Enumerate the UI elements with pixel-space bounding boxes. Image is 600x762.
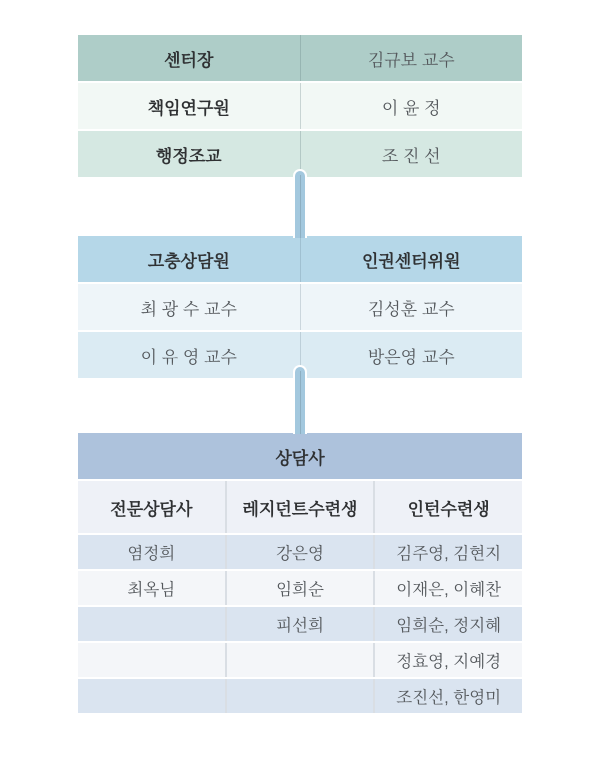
table-row xyxy=(78,83,522,129)
person-name: 피선희 xyxy=(225,607,374,641)
person-name: 임희순, 정지혜 xyxy=(373,607,522,641)
person-name xyxy=(78,607,225,641)
column-header: 고충상담원 xyxy=(147,251,230,271)
role-label: 행정조교 xyxy=(155,146,222,166)
person-name xyxy=(78,643,225,677)
person-name: 조진선, 한영미 xyxy=(373,679,522,713)
column-header: 레지던트수련생 xyxy=(225,481,374,533)
table-row xyxy=(78,284,522,330)
person-name xyxy=(225,679,374,713)
table-title: 상담사 xyxy=(275,448,325,468)
person-name: 이 유 영 교수 xyxy=(140,347,237,367)
table-row xyxy=(78,679,522,713)
person-name: 조 진 선 xyxy=(300,131,523,177)
role-label: 책임연구원 xyxy=(147,98,230,118)
leadership-table xyxy=(78,35,522,177)
column-header: 전문상담사 xyxy=(110,499,193,519)
committee-table xyxy=(78,236,522,378)
table-row xyxy=(78,35,522,81)
person-name: 방은영 교수 xyxy=(300,332,523,378)
person-name: 임희순 xyxy=(225,571,374,605)
table-row xyxy=(78,535,522,569)
table-subheader-row xyxy=(78,481,522,533)
person-name: 정효영, 지예경 xyxy=(373,643,522,677)
person-name: 이 윤 정 xyxy=(300,83,523,129)
person-name: 김규보 교수 xyxy=(300,35,523,81)
connector-line-top xyxy=(293,169,307,238)
person-name xyxy=(225,643,374,677)
column-header: 인턴수련생 xyxy=(373,481,522,533)
column-header: 인권센터위원 xyxy=(300,236,523,282)
connector-line-bottom xyxy=(293,365,307,434)
person-name: 최 광 수 교수 xyxy=(140,299,237,319)
role-label: 센터장 xyxy=(164,50,214,70)
table-row xyxy=(78,571,522,605)
person-name xyxy=(78,679,225,713)
person-name: 김주영, 김현지 xyxy=(373,535,522,569)
person-name: 김성훈 교수 xyxy=(300,284,523,330)
person-name: 최옥님 xyxy=(127,581,176,599)
person-name: 강은영 xyxy=(225,535,374,569)
person-name: 염정희 xyxy=(127,545,176,563)
table-title-row xyxy=(78,433,522,479)
counselor-table xyxy=(78,433,522,713)
table-header-row xyxy=(78,236,522,282)
table-row xyxy=(78,643,522,677)
table-row xyxy=(78,607,522,641)
person-name: 이재은, 이혜찬 xyxy=(373,571,522,605)
